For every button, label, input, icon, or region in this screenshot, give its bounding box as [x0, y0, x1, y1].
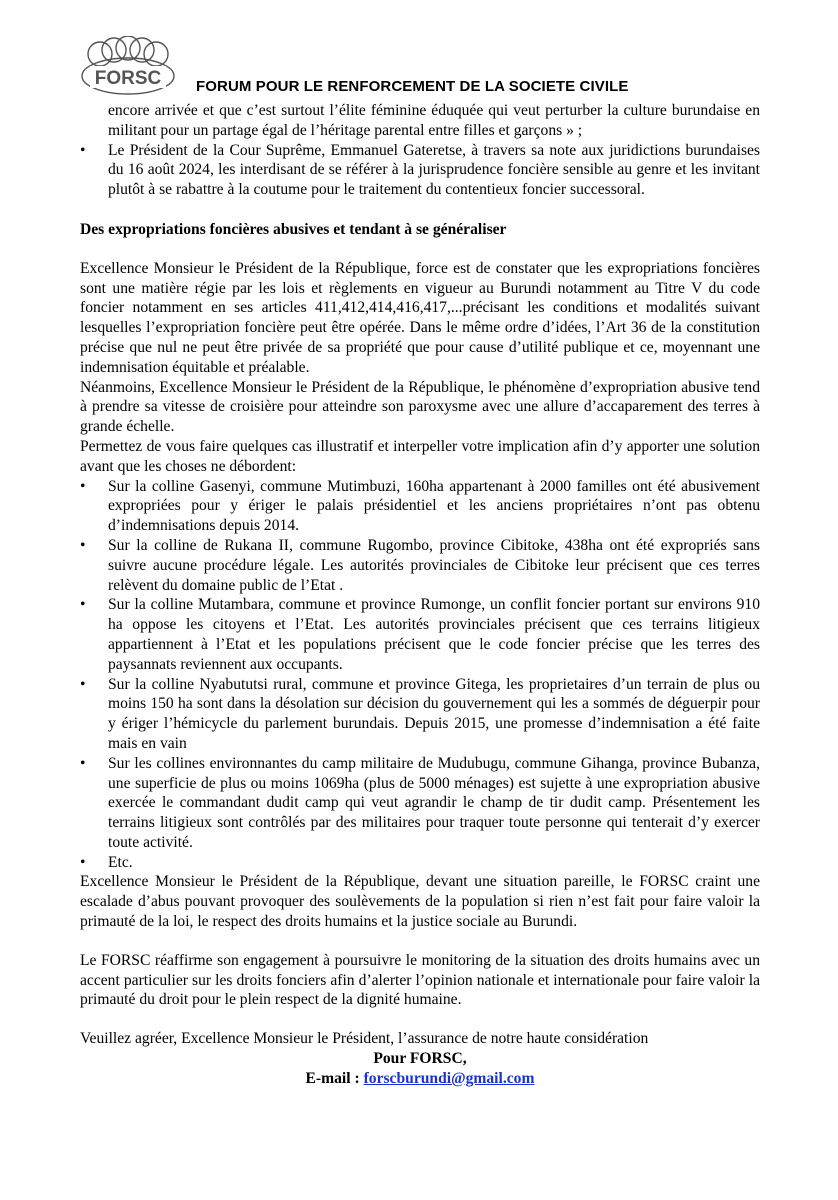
logo-text: FORSC	[94, 68, 162, 89]
paragraph-spacer	[80, 932, 760, 951]
list-item-text: Le Président de la Cour Suprême, Emmanuel Gateretse, à travers sa note aux juridictions burundaises du 16 août 2024, les interdisant de se référer à la jurisprudence foncière sensible au genre et les invitant plutôt à se rabattre à la coutume pour le traitement du contentieux foncier successoral.	[108, 141, 760, 199]
closing-salutation: Veuillez agréer, Excellence Monsieur le Président, l’assurance de notre haute considération	[80, 1030, 649, 1048]
paragraph-legal-framework: Excellence Monsieur le Président de la République, force est de constater que les expropriations foncières sont une matière régie par les lois et règlements en vigueur au Burundi notamment au Titre V du code foncier notamment en ses articles 411,412,414,416,417,...précisant les conditions et modalités suivant lesquelles l’expropriation foncière peut être opérée. Dans le même ordre d’idées, l’Art 36 de la constitution précise que nul ne peut être privée de sa propriété que pour cause d’utilité publique et ce, moyennant une indemnisation équitable et préalable.	[80, 259, 760, 376]
paragraph-spacer	[80, 1010, 760, 1029]
forsc-logo-graphic	[78, 36, 178, 98]
list-item	[80, 141, 760, 200]
bullet-icon: •	[80, 754, 86, 772]
paragraph-concern: Excellence Monsieur le Président de la République, devant une situation pareille, le FORSC craint une escalade d’abus pouvant provoquer des soulèvements de la population si rien n’est fait pour faire valoir la primauté de la loi, le respect des droits humains et la justice sociale au Burundi.	[80, 873, 760, 931]
signature-block	[80, 1049, 760, 1089]
cases-list	[80, 477, 760, 873]
list-item	[80, 595, 760, 674]
list-item	[80, 477, 760, 536]
bullet-icon: •	[80, 477, 86, 495]
email-link[interactable]: forscburundi@gmail.com	[363, 1069, 535, 1087]
email-label: E-mail :	[305, 1069, 364, 1087]
list-item-text: Sur la colline Mutambara, commune et province Rumonge, un conflit foncier portant sur environs 910 ha oppose les citoyens et l’Etat. Les autorités provinciales précisent que ces terrains litigieux appartiennent à l’Etat et les populations précisent que le code foncier précise que les terres des paysannats reviennent aux occupants.	[108, 596, 760, 673]
forsc-logo	[78, 36, 178, 98]
intro-continuation: encore arrivée et que c’est surtout l’élite féminine éduquée qui veut perturber la culture burundaise en militant pour un partage égal de l’héritage parental entre filles et garçons » ;	[108, 102, 760, 139]
list-item-text: Sur la colline Gasenyi, commune Mutimbuzi, 160ha appartenant à 2000 familles ont été abusivement expropriées pour y ériger le palais présidentiel et les anciens propriétaires n’ont pas obtenu d’indemnisations depuis 2014.	[108, 477, 760, 535]
list-item-text: Sur la colline de Rukana II, commune Rugombo, province Cibitoke, 438ha ont été expropriés sans suivre aucune procédure légale. Les autorités provinciales de Cibitoke leur précisent que ces terres relèvent du domaine public de l’Etat .	[108, 536, 760, 594]
letter-body	[80, 101, 760, 1089]
list-item	[80, 536, 760, 595]
list-item-text: Sur la colline Nyabututsi rural, commune et province Gitega, les proprietaires d’un terrain de plus ou moins 150 ha sont dans la désolation sur décision du gouvernement qui les a sommés de déguerpir pour y ériger l’hémicycle du parlement burundais. Depuis 2015, une promesse d’indemnisation a été faite mais en vain	[108, 675, 760, 752]
list-item	[80, 853, 760, 873]
intro-bullet-list	[80, 141, 760, 200]
bullet-icon: •	[80, 596, 86, 614]
bullet-icon: •	[80, 675, 86, 693]
list-item-text: Sur les collines environnantes du camp militaire de Mudubugu, commune Gihanga, province Bubanza, une superficie de plus ou moins 1069ha (plus de 5000 ménages) est sujette à une expropriation abusive exercée le commandant dudit camp qui veut agrandir le champ de tir dudit camp. Présentement les terrains litigieux sont contrôlés par des militaires pour traquer toute personne qui tenterait d’y exercer toute activité.	[108, 754, 760, 851]
paragraph-commitment: Le FORSC réaffirme son engagement à poursuivre le monitoring de la situation des droits humains avec un accent particulier sur les droits fonciers afin d’alerter l’opinion nationale et internationale pour faire valoir la primauté du droit pour le plein respect de la dignité humaine.	[80, 951, 760, 1009]
paragraph-cases-intro: Permettez de vous faire quelques cas illustratif et interpeller votre implication afin d’y apporter une solution avant que les choses ne débordent:	[80, 437, 760, 475]
email-line	[80, 1069, 760, 1089]
organization-title: FORUM POUR LE RENFORCEMENT DE LA SOCIETE CIVILE	[196, 78, 629, 95]
bullet-icon: •	[80, 853, 86, 871]
list-item	[80, 675, 760, 754]
bullet-icon: •	[80, 536, 86, 554]
section-heading: Des expropriations foncières abusives et tendant à se généraliser	[80, 220, 507, 238]
bullet-icon: •	[80, 141, 86, 159]
list-item	[80, 754, 760, 853]
signature-line: Pour FORSC,	[373, 1050, 467, 1068]
list-item-text: Etc.	[108, 853, 133, 871]
paragraph-phenomenon: Néanmoins, Excellence Monsieur le Président de la République, le phénomène d’expropriation abusive tend à prendre sa vitesse de croisière pour atteindre son paroxysme avec une allure d’accaparement des terres à grande échelle.	[80, 378, 760, 436]
